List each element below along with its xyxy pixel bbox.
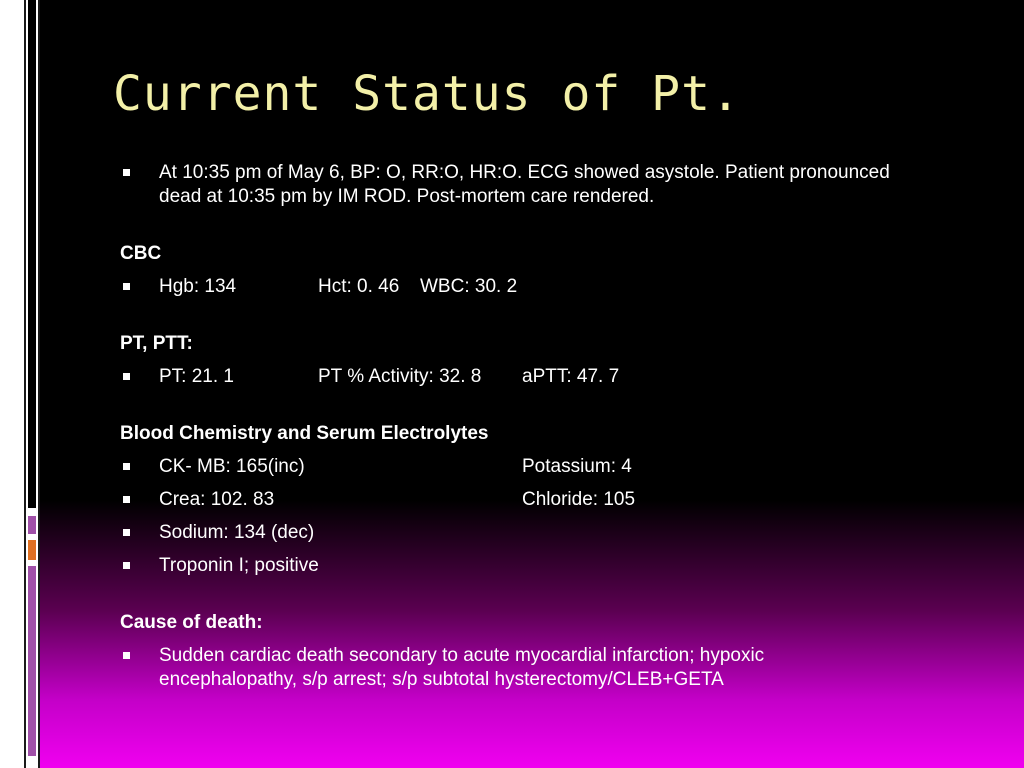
slide-content: [120, 161, 900, 692]
cause-text: Sudden cardiac death secondary to acute myocardial infarction; hypoxic encephalopathy, s/p arrest; s/p subtotal hysterectomy/CLEB+GETA: [159, 645, 765, 690]
list-item: [120, 455, 900, 479]
slide: [40, 0, 1024, 768]
bullet-icon: [123, 463, 130, 470]
strip-bar-purple-long: [28, 566, 36, 756]
pt-activity-value: PT % Activity: 32. 8: [318, 366, 482, 387]
crea-value: Crea: 102. 83: [159, 489, 275, 510]
strip-bar-black: [28, 0, 36, 508]
aptt-value: aPTT: 47. 7: [522, 366, 620, 387]
bullet-icon: [123, 496, 130, 503]
sodium-value: Sodium: 134 (dec): [159, 522, 315, 543]
strip-bar-purple: [28, 516, 36, 534]
bullet-icon: [123, 169, 130, 176]
slide-title: Current Status of Pt.: [113, 66, 741, 122]
chemistry-heading: Blood Chemistry and Serum Electrolytes: [120, 423, 489, 444]
list-item: [120, 161, 900, 209]
list-item: [120, 275, 900, 299]
bullet-icon: [123, 562, 130, 569]
ckmb-value: CK- MB: 165(inc): [159, 456, 305, 477]
hgb-value: Hgb: 134: [159, 276, 237, 297]
list-item: [120, 644, 900, 692]
strip-line: [24, 0, 26, 768]
list-item: [120, 488, 900, 512]
troponin-value: Troponin I; positive: [159, 555, 319, 576]
list-item: [120, 554, 900, 578]
potassium-value: Potassium: 4: [522, 456, 632, 477]
cause-heading: Cause of death:: [120, 612, 263, 633]
bullet-icon: [123, 529, 130, 536]
pt-value: PT: 21. 1: [159, 366, 234, 387]
bullet-icon: [123, 652, 130, 659]
strip-bar-orange: [28, 540, 36, 560]
status-text: At 10:35 pm of May 6, BP: O, RR:O, HR:O. ECG showed asystole. Patient pronounced dead at 10:35 pm by IM ROD. Post-mortem care rendered.: [159, 162, 890, 207]
cbc-heading: CBC: [120, 243, 162, 264]
bullet-icon: [123, 373, 130, 380]
hct-value: Hct: 0. 46: [318, 276, 400, 297]
list-item: [120, 365, 900, 389]
bullet-icon: [123, 283, 130, 290]
list-item: [120, 521, 900, 545]
wbc-value: WBC: 30. 2: [420, 276, 518, 297]
pt-ptt-heading: PT, PTT:: [120, 333, 193, 354]
chloride-value: Chloride: 105: [522, 489, 636, 510]
decorative-side-strip: [0, 0, 40, 768]
